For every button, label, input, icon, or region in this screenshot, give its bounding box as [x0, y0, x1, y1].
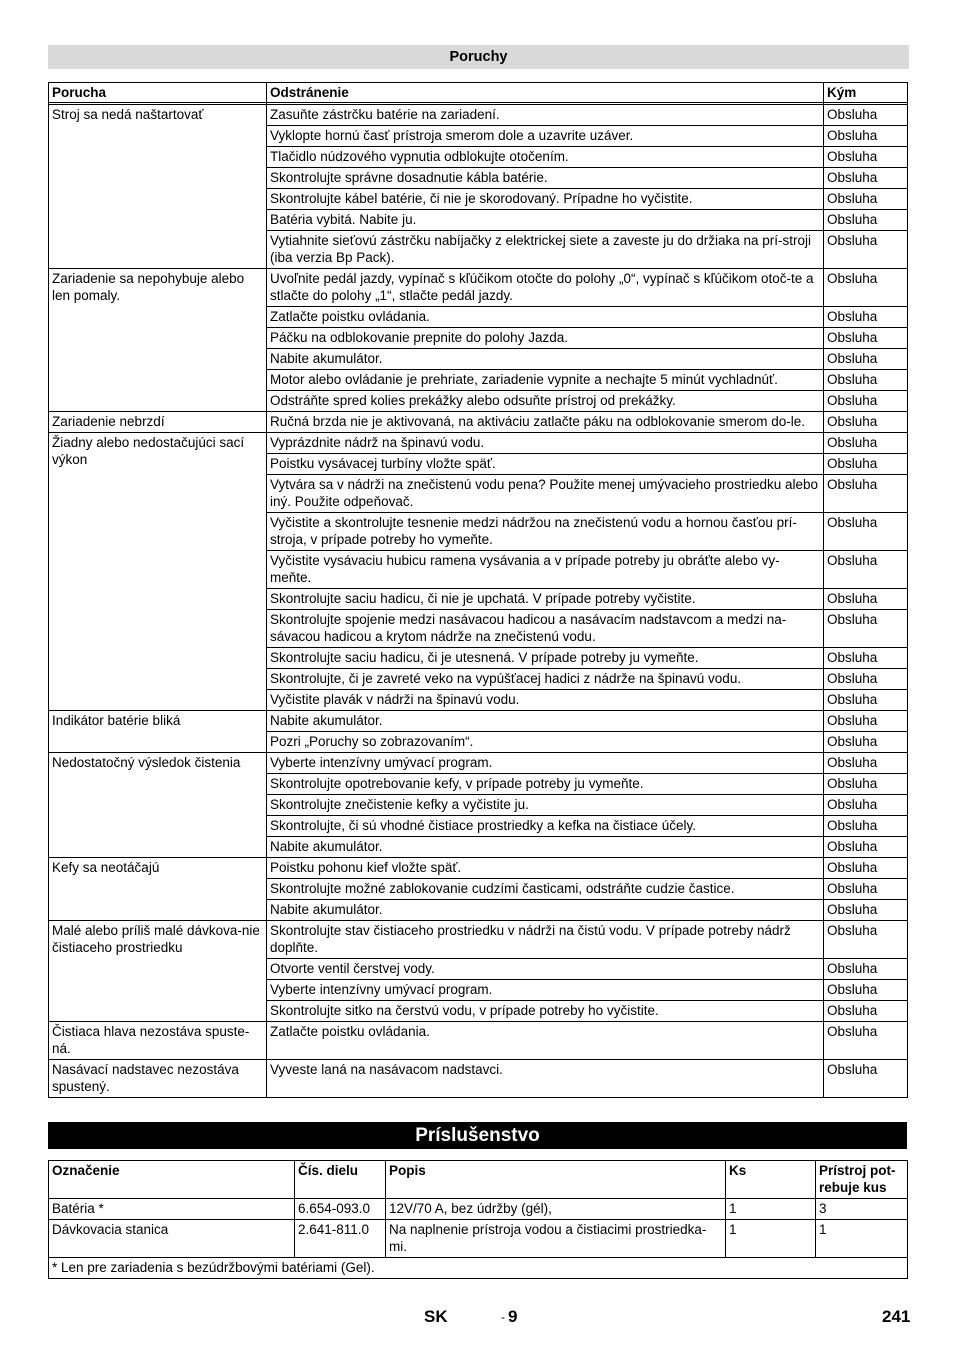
fault-row — [49, 711, 908, 732]
fault-remedy: Vyklopte hornú časť prístroja smerom dole a uzavrite uzáver. — [267, 126, 824, 147]
fault-row — [49, 753, 908, 774]
fault-responsible: Obsluha — [824, 837, 908, 858]
fault-responsible: Obsluha — [824, 589, 908, 610]
fault-remedy: Skontrolujte kábel batérie, či nie je skorodovaný. Prípadne ho vyčistite. — [267, 189, 824, 210]
fault-responsible: Obsluha — [824, 231, 908, 269]
fault-remedy: Ručná brzda nie je aktivovaná, na aktiváciu zatlačte páku na odblokovanie smerom do-le. — [267, 412, 824, 433]
fault-responsible: Obsluha — [824, 753, 908, 774]
fault-remedy: Páčku na odblokovanie prepnite do polohy Jazda. — [267, 328, 824, 349]
fault-responsible: Obsluha — [824, 648, 908, 669]
fault-remedy: Skontrolujte možné zablokovanie cudzími časticami, odstráňte cudzie častice. — [267, 879, 824, 900]
fault-remedy: Odstráňte spred kolies prekážky alebo odsuňte prístroj od prekážky. — [267, 391, 824, 412]
fault-responsible: Obsluha — [824, 328, 908, 349]
fault-remedy: Uvoľnite pedál jazdy, vypínač s kľúčikom otočte do polohy „0“, vypínač s kľúčikom otoč-te a stlačte do polohy „1“, stlačte pedál jazdy. — [267, 269, 824, 307]
fault-responsible: Obsluha — [824, 513, 908, 551]
fault-responsible: Obsluha — [824, 1022, 908, 1060]
fault-remedy: Vyberte intenzívny umývací program. — [267, 753, 824, 774]
fault-remedy: Otvorte ventil čerstvej vody. — [267, 959, 824, 980]
fault-description: Čistiaca hlava nezostáva spuste-ná. — [49, 1022, 267, 1060]
fault-remedy: Nabite akumulátor. — [267, 349, 824, 370]
section-title-prislusenstvo: Príslušenstvo — [48, 1122, 907, 1149]
footer-language-code: SK — [424, 1307, 448, 1326]
fault-remedy: Vyprázdnite nádrž na špinavú vodu. — [267, 433, 824, 454]
accessory-row — [49, 1220, 908, 1258]
fault-responsible: Obsluha — [824, 105, 908, 126]
fault-responsible: Obsluha — [824, 433, 908, 454]
fault-remedy: Skontrolujte spojenie medzi nasávacou hadicou a nasávacím nadstavcom a medzi na-sávacou hadicou a krytom nádrže na znečistenú vodu. — [267, 610, 824, 648]
fault-remedy: Skontrolujte saciu hadicu, či je utesnená. V prípade potreby ju vymeňte. — [267, 648, 824, 669]
fault-responsible: Obsluha — [824, 391, 908, 412]
header-porucha: Porucha — [49, 83, 267, 103]
fault-responsible: Obsluha — [824, 959, 908, 980]
fault-remedy: Skontrolujte opotrebovanie kefy, v prípade potreby ju vymeňte. — [267, 774, 824, 795]
fault-remedy: Poistku pohonu kief vložte späť. — [267, 858, 824, 879]
fault-responsible: Obsluha — [824, 690, 908, 711]
fault-responsible: Obsluha — [824, 370, 908, 391]
fault-responsible: Obsluha — [824, 349, 908, 370]
fault-responsible: Obsluha — [824, 980, 908, 1001]
fault-responsible: Obsluha — [824, 711, 908, 732]
fault-responsible: Obsluha — [824, 551, 908, 589]
fault-remedy: Skontrolujte znečistenie kefky a vyčistite ju. — [267, 795, 824, 816]
header-ks: Ks — [726, 1161, 816, 1199]
header-kym: Kým — [824, 83, 908, 103]
fault-remedy: Tlačidlo núdzového vypnutia odblokujte otočením. — [267, 147, 824, 168]
fault-remedy: Nabite akumulátor. — [267, 837, 824, 858]
footer-page-number: 241 — [882, 1307, 911, 1326]
fault-remedy: Vyberte intenzívny umývací program. — [267, 980, 824, 1001]
fault-description: Kefy sa neotáčajú — [49, 858, 267, 921]
header-pristroj-potrebuje: Prístroj pot-rebuje kus — [816, 1161, 908, 1199]
accessory-footnote-row — [49, 1258, 908, 1279]
fault-description: Nedostatočný výsledok čistenia — [49, 753, 267, 858]
faults-table-body — [49, 105, 908, 1098]
fault-description: Zariadenie sa nepohybuje alebo len pomaly. — [49, 269, 267, 412]
accessory-name: Dávkovacia stanica — [49, 1220, 295, 1258]
fault-remedy: Skontrolujte správne dosadnutie kábla batérie. — [267, 168, 824, 189]
accessory-part-number: 6.654-093.0 — [295, 1199, 386, 1220]
fault-responsible: Obsluha — [824, 774, 908, 795]
header-odstranenie: Odstránenie — [267, 83, 824, 103]
fault-remedy: Vytiahnite sieťovú zástrčku nabíjačky z elektrickej siete a zaveste ju do držiaka na prí-stroji (iba verzia Bp Pack). — [267, 231, 824, 269]
fault-responsible: Obsluha — [824, 900, 908, 921]
fault-description: Malé alebo príliš malé dávkova-nie čistiaceho prostriedku — [49, 921, 267, 1022]
fault-responsible: Obsluha — [824, 147, 908, 168]
fault-responsible: Obsluha — [824, 189, 908, 210]
fault-responsible: Obsluha — [824, 669, 908, 690]
fault-remedy: Skontrolujte, či je zavreté veko na vypúšťacej hadici z nádrže na špinavú vodu. — [267, 669, 824, 690]
fault-remedy: Pozri „Poruchy so zobrazovaním“. — [267, 732, 824, 753]
fault-responsible: Obsluha — [824, 1001, 908, 1022]
fault-remedy: Zasuňte zástrčku batérie na zariadení. — [267, 105, 824, 126]
fault-description: Nasávací nadstavec nezostáva spustený. — [49, 1060, 267, 1098]
accessory-part-number: 2.641-811.0 — [295, 1220, 386, 1258]
accessory-quantity: 1 — [726, 1199, 816, 1220]
fault-row — [49, 858, 908, 879]
faults-table — [48, 82, 908, 1098]
accessory-row — [49, 1199, 908, 1220]
header-cislo-dielu: Čís. dielu — [295, 1161, 386, 1199]
fault-description: Indikátor batérie bliká — [49, 711, 267, 753]
header-oznacenie: Označenie — [49, 1161, 295, 1199]
fault-row — [49, 921, 908, 959]
fault-responsible: Obsluha — [824, 307, 908, 328]
fault-responsible: Obsluha — [824, 475, 908, 513]
fault-remedy: Nabite akumulátor. — [267, 711, 824, 732]
fault-remedy: Vyčistite plavák v nádrži na špinavú vodu. — [267, 690, 824, 711]
fault-remedy: Skontrolujte saciu hadicu, či nie je upchatá. V prípade potreby vyčistite. — [267, 589, 824, 610]
fault-responsible: Obsluha — [824, 269, 908, 307]
accessory-footnote: * Len pre zariadenia s bezúdržbovými batériami (Gel). — [49, 1258, 908, 1279]
fault-responsible: Obsluha — [824, 126, 908, 147]
section-title-poruchy: Poruchy — [48, 45, 909, 69]
fault-remedy: Nabite akumulátor. — [267, 900, 824, 921]
fault-row — [49, 105, 908, 126]
footer-dash: - — [501, 1310, 505, 1324]
fault-remedy: Vyčistite a skontrolujte tesnenie medzi nádržou na znečistenú vodu a hornou časťou prí-stroja, v prípade potreby ho vymeňte. — [267, 513, 824, 551]
fault-responsible: Obsluha — [824, 921, 908, 959]
fault-row — [49, 433, 908, 454]
fault-row — [49, 1060, 908, 1098]
fault-remedy: Zatlačte poistku ovládania. — [267, 1022, 824, 1060]
fault-responsible: Obsluha — [824, 1060, 908, 1098]
footer-section-page: 9 — [508, 1307, 518, 1326]
fault-description: Zariadenie nebrzdí — [49, 412, 267, 433]
fault-description: Stroj sa nedá naštartovať — [49, 105, 267, 269]
accessories-table — [48, 1160, 908, 1279]
fault-remedy: Motor alebo ovládanie je prehriate, zariadenie vypnite a nechajte 5 minút vychladnúť. — [267, 370, 824, 391]
fault-remedy: Zatlačte poistku ovládania. — [267, 307, 824, 328]
fault-responsible: Obsluha — [824, 454, 908, 475]
fault-remedy: Vyčistite vysávaciu hubicu ramena vysávania a v prípade potreby ju obráťte alebo vy-meňte. — [267, 551, 824, 589]
fault-row — [49, 269, 908, 307]
fault-remedy: Skontrolujte stav čistiaceho prostriedku v nádrži na čistú vodu. V prípade potreby nádrž doplňte. — [267, 921, 824, 959]
fault-responsible: Obsluha — [824, 816, 908, 837]
fault-remedy: Vytvára sa v nádrži na znečistenú vodu pena? Použite menej umývacieho prostriedku alebo iný. Použite odpeňovač. — [267, 475, 824, 513]
accessory-description: Na naplnenie prístroja vodou a čistiacimi prostriedka-mi. — [386, 1220, 726, 1258]
fault-responsible: Obsluha — [824, 858, 908, 879]
fault-row — [49, 1022, 908, 1060]
fault-description: Žiadny alebo nedostačujúci sací výkon — [49, 433, 267, 711]
fault-responsible: Obsluha — [824, 168, 908, 189]
accessory-quantity: 1 — [726, 1220, 816, 1258]
fault-remedy: Vyveste laná na nasávacom nadstavci. — [267, 1060, 824, 1098]
fault-row — [49, 412, 908, 433]
accessory-required-count: 3 — [816, 1199, 908, 1220]
fault-responsible: Obsluha — [824, 879, 908, 900]
fault-remedy: Skontrolujte, či sú vhodné čistiace prostriedky a kefka na čistiace účely. — [267, 816, 824, 837]
accessory-required-count: 1 — [816, 1220, 908, 1258]
fault-responsible: Obsluha — [824, 795, 908, 816]
fault-responsible: Obsluha — [824, 412, 908, 433]
header-popis: Popis — [386, 1161, 726, 1199]
fault-remedy: Skontrolujte sitko na čerstvú vodu, v prípade potreby ho vyčistite. — [267, 1001, 824, 1022]
accessory-description: 12V/70 A, bez údržby (gél), — [386, 1199, 726, 1220]
accessory-name: Batéria * — [49, 1199, 295, 1220]
fault-responsible: Obsluha — [824, 610, 908, 648]
fault-responsible: Obsluha — [824, 210, 908, 231]
fault-responsible: Obsluha — [824, 732, 908, 753]
fault-remedy: Poistku vysávacej turbíny vložte späť. — [267, 454, 824, 475]
fault-remedy: Batéria vybitá. Nabite ju. — [267, 210, 824, 231]
